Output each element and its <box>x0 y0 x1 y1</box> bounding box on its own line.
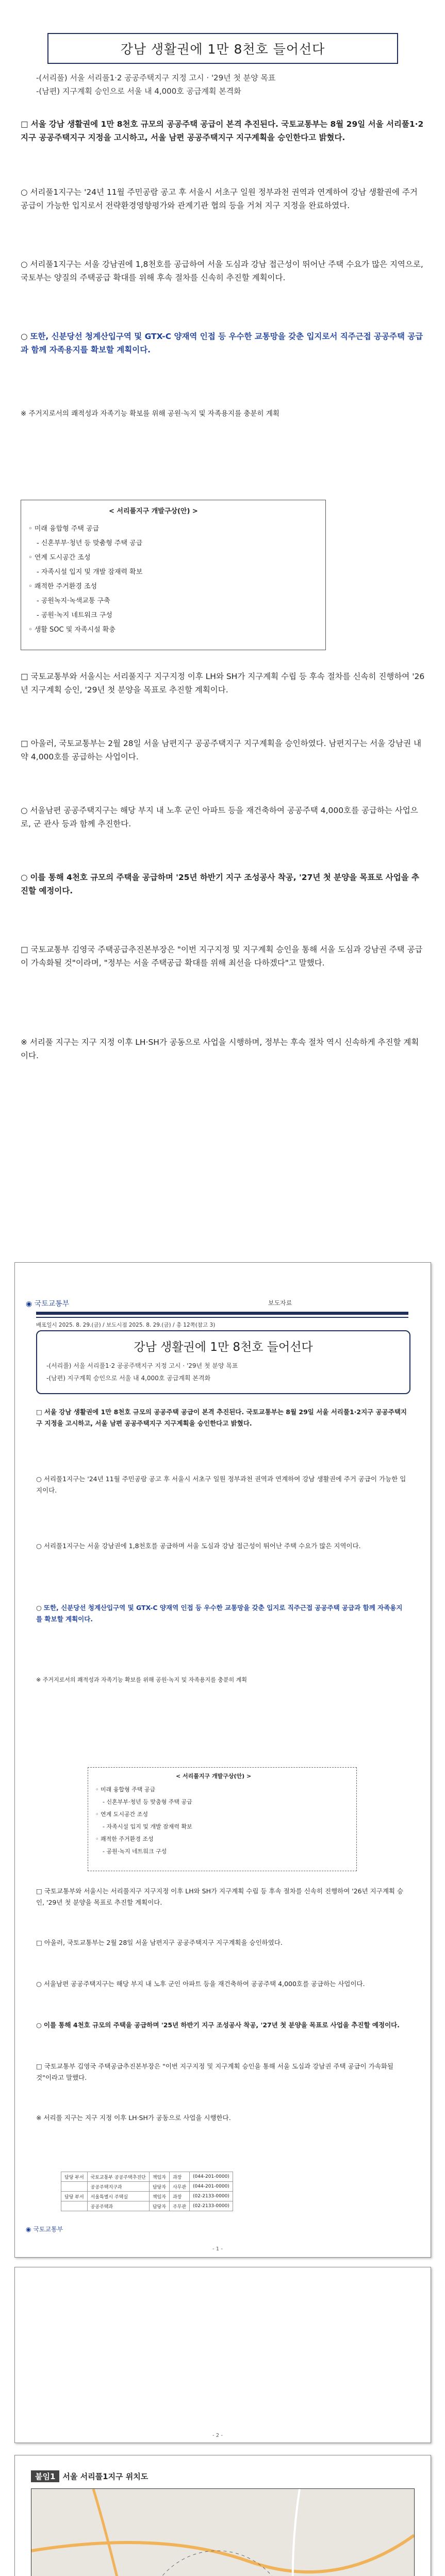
doc-paragraph-6: □ 아울러, 국토교통부는 2월 28일 서울 남편지구 공공주택지구 지구계획을 승인하였다. <box>36 1939 283 1946</box>
table-row <box>61 2201 233 2211</box>
doc-plan-box <box>88 1767 357 1871</box>
doc-paragraph-4: ○ 또한, 신분당선 청계산입구역 및 GTX-C 양재역 인접 등 우수한 교통망을 갖춘 입지로 직주근접 공공주택 공급과 함께 자족용지를 확보할 계획이다. <box>36 1604 403 1623</box>
ministry-emblem-icon: ◉ <box>26 1300 32 1308</box>
doc-paragraph-7: ○ 서울남편 공공주택지구는 해당 부지 내 노후 군인 아파트 등을 재건축하여 공공주택 4,000호를 공급하는 사업이다. <box>36 1980 365 1988</box>
doc-paragraph-3: ○ 서리풀1지구는 서울 강남권에 1,8천호를 공급하며 서울 도심과 강남 접근성이 뛰어난 주택 수요가 많은 지역이다. <box>36 1542 361 1550</box>
table-cell: (02-2133-0000) <box>190 2201 233 2211</box>
summary-paragraph-10: ※ 서리풀 지구는 지구 지정 이후 LH·SH가 공동으로 사업을 시행하며, 정부는 후속 절차 역시 신속하게 추진할 계획이다. <box>21 1038 419 1060</box>
table-cell: 공공주택지구과 <box>87 2182 149 2192</box>
summary-box-line: - 공원녹지·녹색교통 구축 <box>37 597 110 605</box>
summary-paragraph-5: □ 국토교통부와 서울시는 서리풀지구 지구지정 이후 LH와 SH가 지구계획 수립 등 후속 절차를 신속히 진행하여 '26년 지구계획 승인, '29년 첫 분양을 목표로 추진할 계획이다. <box>21 672 425 694</box>
release-date-line: 배포일시 2025. 8. 29.(금) / 보도시점 2025. 8. 29.(금) / 총 12쪽(참고 3) <box>36 1322 216 1328</box>
page-number: - 1 - <box>212 2246 223 2252</box>
doc-subtitle-2: -(남편) 지구계획 승인으로 서울 내 4,000호 공급계획 본격화 <box>46 1375 211 1382</box>
table-cell: 책임자 <box>149 2172 169 2182</box>
table-cell: (044-201-0000) <box>190 2172 233 2182</box>
table-cell <box>61 2182 88 2192</box>
summary-paragraph-8: ○ 이를 통해 4천호 규모의 주택을 공급하며 '25년 하반기 지구 조성공사 착공, '27년 첫 분양을 목표로 사업을 추진할 예정이다. <box>21 873 420 895</box>
page-number: - 2 - <box>212 2433 223 2438</box>
divider <box>36 1317 408 1318</box>
location-map <box>31 2488 415 2576</box>
doc-paragraph-9: □ 국토교통부 김영국 주택공급추진본부장은 "이번 지구지정 및 지구계획 승인을 통해 서울 도심과 강남권 주택 공급이 가속화될 것"이라고 말했다. <box>36 2062 394 2081</box>
doc-paragraph-8: ○ 이를 통해 4천호 규모의 주택을 공급하며 '25년 하반기 지구 조성공사 착공, '27년 첫 분양을 목표로 사업을 추진할 예정이다. <box>36 2021 400 2029</box>
doc-paragraph-10: ※ 서리풀 지구는 지구 지정 이후 LH·SH가 공동으로 사업을 시행한다. <box>36 2114 231 2122</box>
summary-note: ※ 주거지로서의 쾌적성과 자족기능 확보를 위해 공원·녹지 및 자족용지를 충분히 계획 <box>21 410 279 418</box>
summary-plan-box <box>21 500 326 650</box>
summary-box-title: < 서리풀지구 개발구상(안) > <box>109 507 198 515</box>
doc-paragraph-1: □ 서울 강남 생활권에 1만 8천호 규모의 공공주택 공급이 본격 추진된다. 국토교통부는 8월 29일 서울 서리풀1·2지구 공공주택지구 지정을 고시하고, 서울 남편 공공주택지구 지구계획을 승인한다고 밝혔다. <box>36 1408 407 1427</box>
table-cell: 공공주택과 <box>87 2201 149 2211</box>
table-cell: 국토교통부 공공주택추진단 <box>87 2172 149 2182</box>
table-cell: 사무관 <box>169 2182 189 2192</box>
summary-subtitle-2: -(남편) 지구계획 승인으로 서울 내 4,000호 공급계획 본격화 <box>36 87 241 96</box>
table-cell: 과장 <box>169 2192 189 2201</box>
summary-title: 강남 생활권에 1만 8천호 들어선다 <box>120 42 325 57</box>
summary-paragraph-3: ○ 서리풀1지구는 서울 강남권에 1,8천호를 공급하여 서울 도심과 강남 접근성이 뛰어난 주택 수요가 많은 지역으로, 국토부는 양질의 주택공급 확대를 위해 후속 절차를 신속히 추진할 계획이다. <box>21 260 423 282</box>
summary-box-line: ◦ 쾌적한 주거환경 조성 <box>28 583 97 590</box>
summary-paragraph-2: ○ 서리풀1지구는 '24년 11월 주민공람 공고 후 서울시 서초구 일원 정부과천 권역과 연계하여 강남 생활권에 주거 공급이 가능한 입지로서 전략환경영향평가와 관계기관 협의 등을 거쳐 지구 지정을 완료하였다. <box>21 188 418 210</box>
doc-box-line: ◦ 연계 도시공간 조성 <box>95 1811 148 1818</box>
table-row <box>61 2192 233 2201</box>
table-cell: 서울특별시 주택실 <box>87 2192 149 2201</box>
summary-box-line: ◦ 생활 SOC 및 자족시설 확충 <box>28 626 116 634</box>
doc-title: 강남 생활권에 1만 8천호 들어선다 <box>134 1341 313 1354</box>
contact-table <box>61 2172 233 2211</box>
summary-paragraph-4: ○ 또한, 신분당선 청계산입구역 및 GTX-C 양재역 인접 등 우수한 교통망을 갖춘 입지로서 직주근접 공공주택 공급과 함께 자족용지를 확보할 계획이다. <box>21 332 423 354</box>
summary-title-box <box>47 33 398 64</box>
map-graphic <box>31 2489 414 2576</box>
summary-paragraph-7: ○ 서울남편 공공주택지구는 해당 부지 내 노후 군인 아파트 등을 재건축하여 공공주택 4,000호를 공급하는 사업으로, 군 관사 등과 함께 추진한다. <box>21 806 418 828</box>
table-cell: 담당 부서 <box>61 2192 88 2201</box>
map-label: 붙임1 서울 서리풀1지구 위치도 <box>31 2470 148 2482</box>
summary-box-line: ◦ 미래 융합형 주택 공급 <box>28 525 100 533</box>
ministry-emblem-icon: ◉ <box>26 2226 31 2233</box>
doc-box-line: ◦ 미래 융합형 주택 공급 <box>95 1786 156 1793</box>
summary-paragraph-6: □ 아울러, 국토교통부는 2월 28일 서울 남편지구 공공주택지구 지구계획을 승인하였다. 남편지구는 서울 강남권 내 약 4,000호를 공급하는 사업이다. <box>21 739 421 761</box>
summary-box-line: - 자족시설 입지 및 개발 잠재력 확보 <box>37 568 143 576</box>
footer-logo: ◉ 국토교통부 <box>26 2226 63 2233</box>
doc-box-line: - 자족시설 입지 및 개발 잠재력 확보 <box>103 1823 192 1830</box>
divider <box>36 1312 408 1315</box>
doc-paragraph-5: □ 국토교통부와 서울시는 서리풀지구 지구지정 이후 LH와 SH가 지구계획 수립 등 후속 절차를 신속히 진행하여 '26년 지구계획 승인, '29년 첫 분양을 목표로 추진할 계획이다. <box>36 1887 404 1906</box>
table-cell: 과장 <box>169 2172 189 2182</box>
table-cell: (02-2133-0000) <box>190 2192 233 2201</box>
doc-subtitle-1: -(서리풀) 서울 서리풀1·2 공공주택지구 지정 고시 · '29년 첫 분양 목표 <box>46 1362 238 1369</box>
table-cell: (044-201-0000) <box>190 2182 233 2192</box>
table-row <box>61 2172 233 2182</box>
summary-paragraph-1: □ 서울 강남 생활권에 1만 8천호 규모의 공공주택 공급이 본격 추진된다. 국토교통부는 8월 29일 서울 서리풀1·2지구 공공주택지구 지정을 고시하고, 서울 남편 공공주택지구 지구계획을 승인한다고 밝혔다. <box>21 120 424 142</box>
table-cell: 담당자 <box>149 2182 169 2192</box>
doc-paragraph-2: ○ 서리풀1지구는 '24년 11월 주민공람 공고 후 서울시 서초구 일원 정부과천 권역과 연계하여 강남 생활권에 주거 공급이 가능한 입지이다. <box>36 1475 406 1494</box>
doc-box-line: - 신혼부부·청년 등 맞춤형 주택 공급 <box>103 1799 192 1805</box>
doc-box-line: - 공원·녹지 네트워크 구성 <box>103 1848 167 1855</box>
table-cell: 책임자 <box>149 2192 169 2201</box>
doc-box-title: < 서리풀지구 개발구상(안) > <box>176 1773 252 1780</box>
doc-box-line: ◦ 쾌적한 주거환경 조성 <box>95 1836 154 1842</box>
summary-subtitle-1: -(서리풀) 서울 서리풀1·2 공공주택지구 지정 고시 · '29년 첫 분양 목표 <box>36 73 276 82</box>
doc-type-label: 보도자료 <box>268 1299 292 1307</box>
doc-title-box <box>36 1330 410 1394</box>
summary-box-line: - 공원·녹지 네트워크 구성 <box>37 612 112 619</box>
summary-paragraph-9: □ 국토교통부 김영국 주택공급추진본부장은 "이번 지구지정 및 지구계획 승인을 통해 서울 도심과 강남권 주택 공급이 가속화될 것"이라며, "정부는 서울 주택공급 확대를 위해 최선을 다하겠다"고 말했다. <box>21 945 423 968</box>
table-cell: 주무관 <box>169 2201 189 2211</box>
table-row <box>61 2182 233 2192</box>
summary-box-line: ◦ 연계 도시공간 조성 <box>28 554 91 562</box>
summary-box-line: - 신혼부부·청년 등 맞춤형 주택 공급 <box>37 539 143 547</box>
doc-note: ※ 주거지로서의 쾌적성과 자족기능 확보를 위해 공원·녹지 및 자족용지를 충분히 계획 <box>36 1676 247 1683</box>
table-cell <box>61 2201 88 2211</box>
table-cell: 담당 부서 <box>61 2172 88 2182</box>
table-cell: 담당자 <box>149 2201 169 2211</box>
blank-page <box>14 2267 431 2443</box>
ministry-logo: ◉ 국토교통부 <box>26 1300 70 1308</box>
